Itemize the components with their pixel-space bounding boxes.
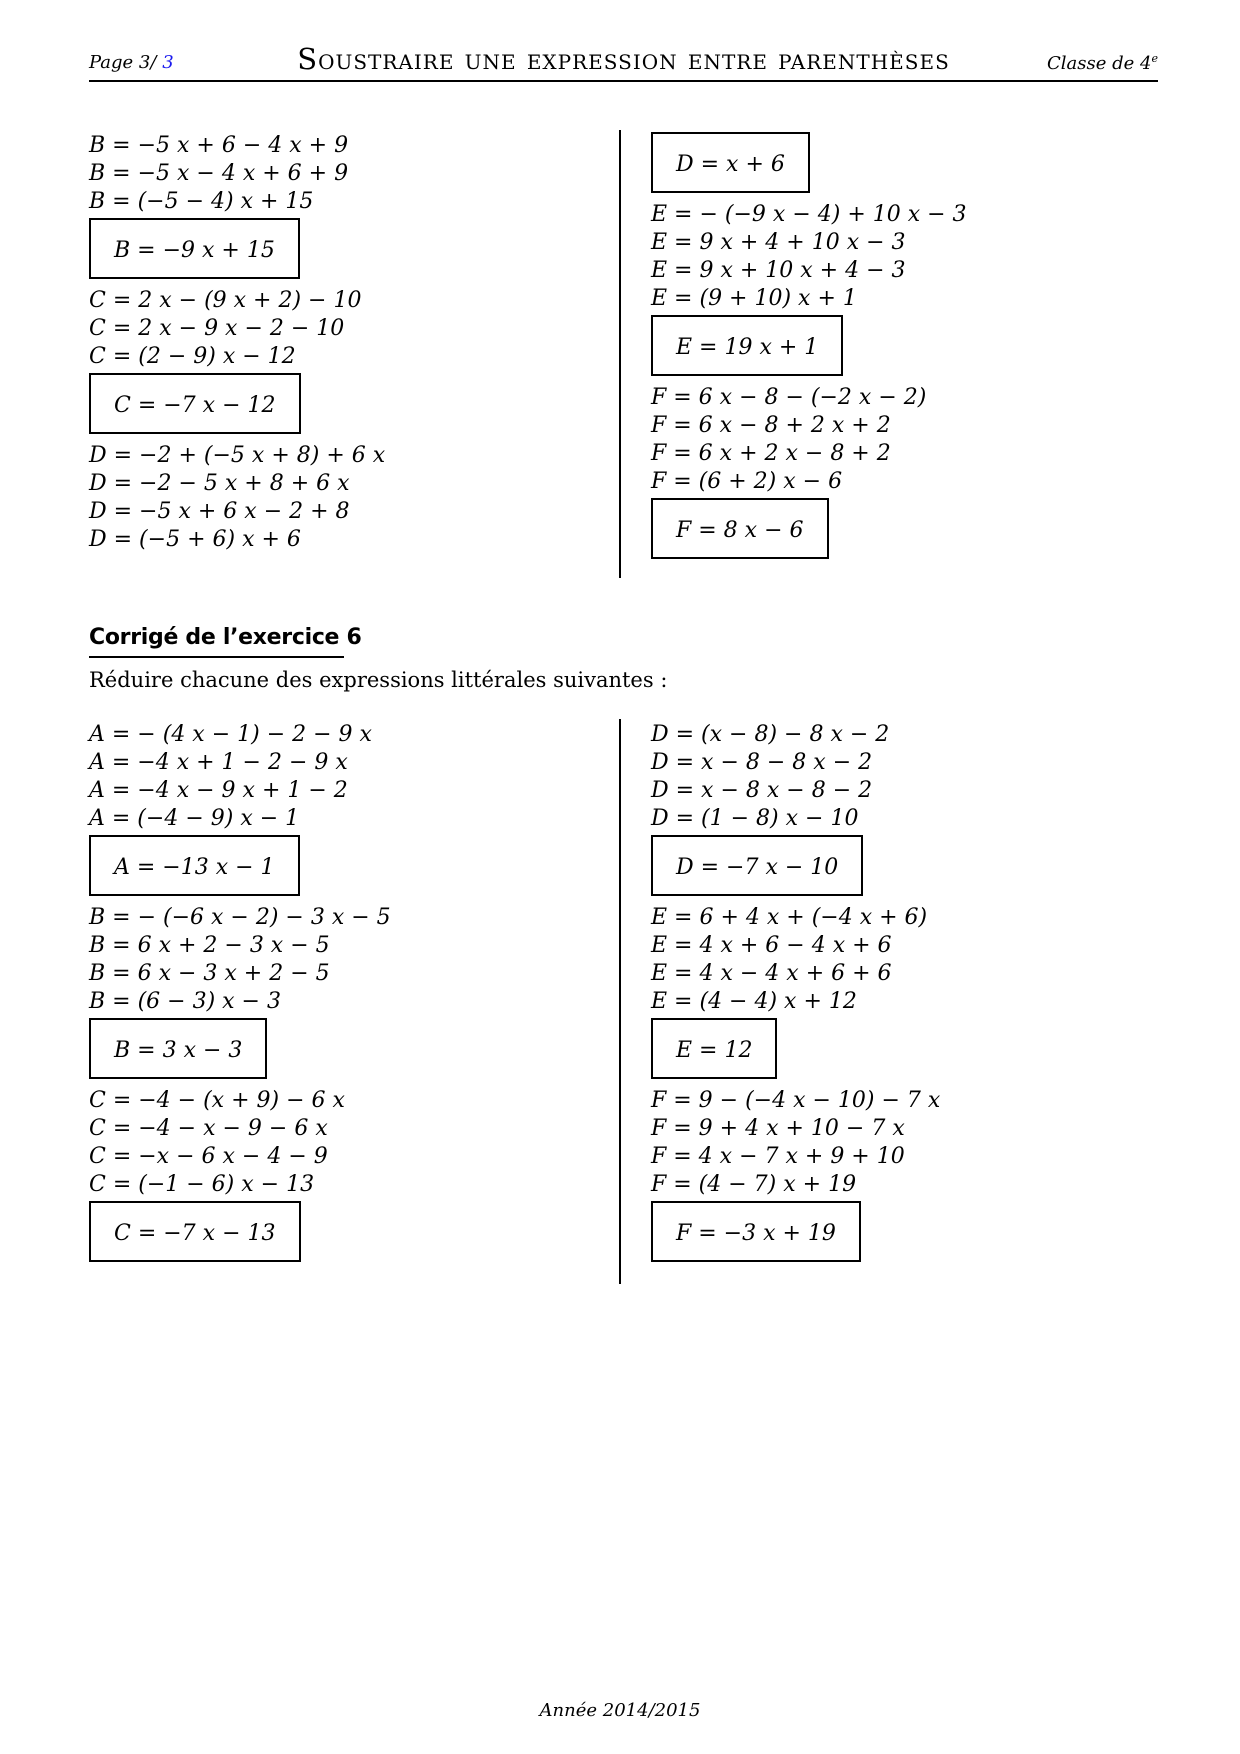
expression-step: B = − (−6 x − 2) − 3 x − 5 bbox=[89, 905, 391, 930]
expression-step: F = 6 x − 8 + 2 x + 2 bbox=[651, 413, 891, 438]
expression-step: B = 6 x + 2 − 3 x − 5 bbox=[89, 933, 330, 958]
expression-result-box: C = −7 x − 13 bbox=[89, 1201, 301, 1262]
exercise6-title-underline bbox=[89, 656, 344, 658]
page-total-link[interactable]: 3 bbox=[162, 52, 174, 73]
expression-step: E = (9 + 10) x + 1 bbox=[651, 286, 857, 311]
expression-step: C = −4 − (x + 9) − 6 x bbox=[89, 1088, 345, 1113]
expression-step: D = −2 + (−5 x + 8) + 6 x bbox=[89, 443, 386, 468]
expression-step: F = 6 x + 2 x − 8 + 2 bbox=[651, 441, 891, 466]
expression-result-box: D = x + 6 bbox=[651, 132, 810, 193]
page-label: Page 3/ bbox=[89, 52, 157, 73]
ex5-column-separator bbox=[619, 130, 621, 578]
expression-group bbox=[89, 442, 385, 554]
class-label: Classe de 4 bbox=[1047, 53, 1152, 74]
expression-step: B = 6 x − 3 x + 2 − 5 bbox=[89, 961, 330, 986]
expression-step: E = 4 x − 4 x + 6 + 6 bbox=[651, 961, 892, 986]
expression-result-box: B = 3 x − 3 bbox=[89, 1018, 267, 1079]
footer-year: Année 2014/2015 bbox=[539, 1700, 701, 1721]
expression-result-box: F = 8 x − 6 bbox=[651, 498, 829, 559]
expression-step: D = −2 − 5 x + 8 + 6 x bbox=[89, 471, 350, 496]
expression-step: B = (−5 − 4) x + 15 bbox=[89, 189, 314, 214]
expression-step: C = (2 − 9) x − 12 bbox=[89, 344, 296, 369]
document-title: Soustraire une expression entre parenthèses bbox=[297, 42, 950, 76]
expression-step: E = 9 x + 4 + 10 x − 3 bbox=[651, 230, 906, 255]
expression-step: C = 2 x − 9 x − 2 − 10 bbox=[89, 316, 345, 341]
ex6-right-column bbox=[651, 721, 940, 1270]
expression-step: E = − (−9 x − 4) + 10 x − 3 bbox=[651, 202, 967, 227]
expression-step: A = − (4 x − 1) − 2 − 9 x bbox=[89, 722, 372, 747]
expression-step: E = 9 x + 10 x + 4 − 3 bbox=[651, 258, 906, 283]
expression-result-box: A = −13 x − 1 bbox=[89, 835, 300, 896]
page-header bbox=[89, 42, 1158, 82]
expression-step: B = −5 x − 4 x + 6 + 9 bbox=[89, 161, 349, 186]
expression-result-box: E = 12 bbox=[651, 1018, 777, 1079]
expression-step: A = −4 x − 9 x + 1 − 2 bbox=[89, 778, 348, 803]
expression-step: F = (4 − 7) x + 19 bbox=[651, 1172, 857, 1197]
expression-step: E = (4 − 4) x + 12 bbox=[651, 989, 857, 1014]
expression-step: F = 4 x − 7 x + 9 + 10 bbox=[651, 1144, 905, 1169]
expression-step: C = 2 x − (9 x + 2) − 10 bbox=[89, 288, 362, 313]
ex6-column-separator bbox=[619, 719, 621, 1284]
expression-result-box: D = −7 x − 10 bbox=[651, 835, 863, 896]
expression-group bbox=[651, 1087, 940, 1270]
exercise6-instruction: Réduire chacune des expressions littérales suivantes : bbox=[89, 668, 668, 692]
expression-step: F = 9 + 4 x + 10 − 7 x bbox=[651, 1116, 905, 1141]
expression-step: E = 6 + 4 x + (−4 x + 6) bbox=[651, 905, 928, 930]
expression-step: E = 4 x + 6 − 4 x + 6 bbox=[651, 933, 892, 958]
expression-step: C = −x − 6 x − 4 − 9 bbox=[89, 1144, 328, 1169]
ex5-left-column bbox=[89, 132, 385, 554]
expression-group bbox=[89, 132, 385, 287]
expression-result-box: C = −7 x − 12 bbox=[89, 373, 301, 434]
ex5-right-column bbox=[651, 130, 967, 567]
class-superscript: e bbox=[1151, 52, 1158, 65]
expression-step: B = (6 − 3) x − 3 bbox=[89, 989, 281, 1014]
expression-step: F = (6 + 2) x − 6 bbox=[651, 469, 843, 494]
expression-step: A = (−4 − 9) x − 1 bbox=[89, 806, 300, 831]
expression-step: D = −5 x + 6 x − 2 + 8 bbox=[89, 499, 350, 524]
expression-result-box: B = −9 x + 15 bbox=[89, 218, 300, 279]
expression-result-box: F = −3 x + 19 bbox=[651, 1201, 861, 1262]
expression-group bbox=[651, 904, 940, 1087]
expression-step: D = (1 − 8) x − 10 bbox=[651, 806, 859, 831]
expression-step: A = −4 x + 1 − 2 − 9 x bbox=[89, 750, 348, 775]
expression-result-box: E = 19 x + 1 bbox=[651, 315, 843, 376]
expression-step: D = x − 8 x − 8 − 2 bbox=[651, 778, 873, 803]
class-level bbox=[1047, 52, 1158, 74]
expression-group bbox=[89, 904, 391, 1087]
expression-step: D = (x − 8) − 8 x − 2 bbox=[651, 722, 890, 747]
expression-group bbox=[651, 130, 967, 201]
expression-step: D = x − 8 − 8 x − 2 bbox=[651, 750, 873, 775]
expression-group bbox=[89, 1087, 391, 1270]
expression-step: B = −5 x + 6 − 4 x + 9 bbox=[89, 133, 349, 158]
expression-group bbox=[89, 287, 385, 442]
expression-step: F = 9 − (−4 x − 10) − 7 x bbox=[651, 1088, 941, 1113]
expression-step: C = (−1 − 6) x − 13 bbox=[89, 1172, 315, 1197]
exercise6-title: Corrigé de l’exercice 6 bbox=[89, 625, 362, 650]
expression-step: C = −4 − x − 9 − 6 x bbox=[89, 1116, 328, 1141]
expression-group bbox=[651, 721, 940, 904]
expression-group bbox=[651, 201, 967, 384]
expression-group bbox=[651, 384, 967, 567]
expression-group bbox=[89, 721, 391, 904]
expression-step: F = 6 x − 8 − (−2 x − 2) bbox=[651, 385, 927, 410]
expression-step: D = (−5 + 6) x + 6 bbox=[89, 527, 301, 552]
ex6-left-column bbox=[89, 721, 391, 1270]
